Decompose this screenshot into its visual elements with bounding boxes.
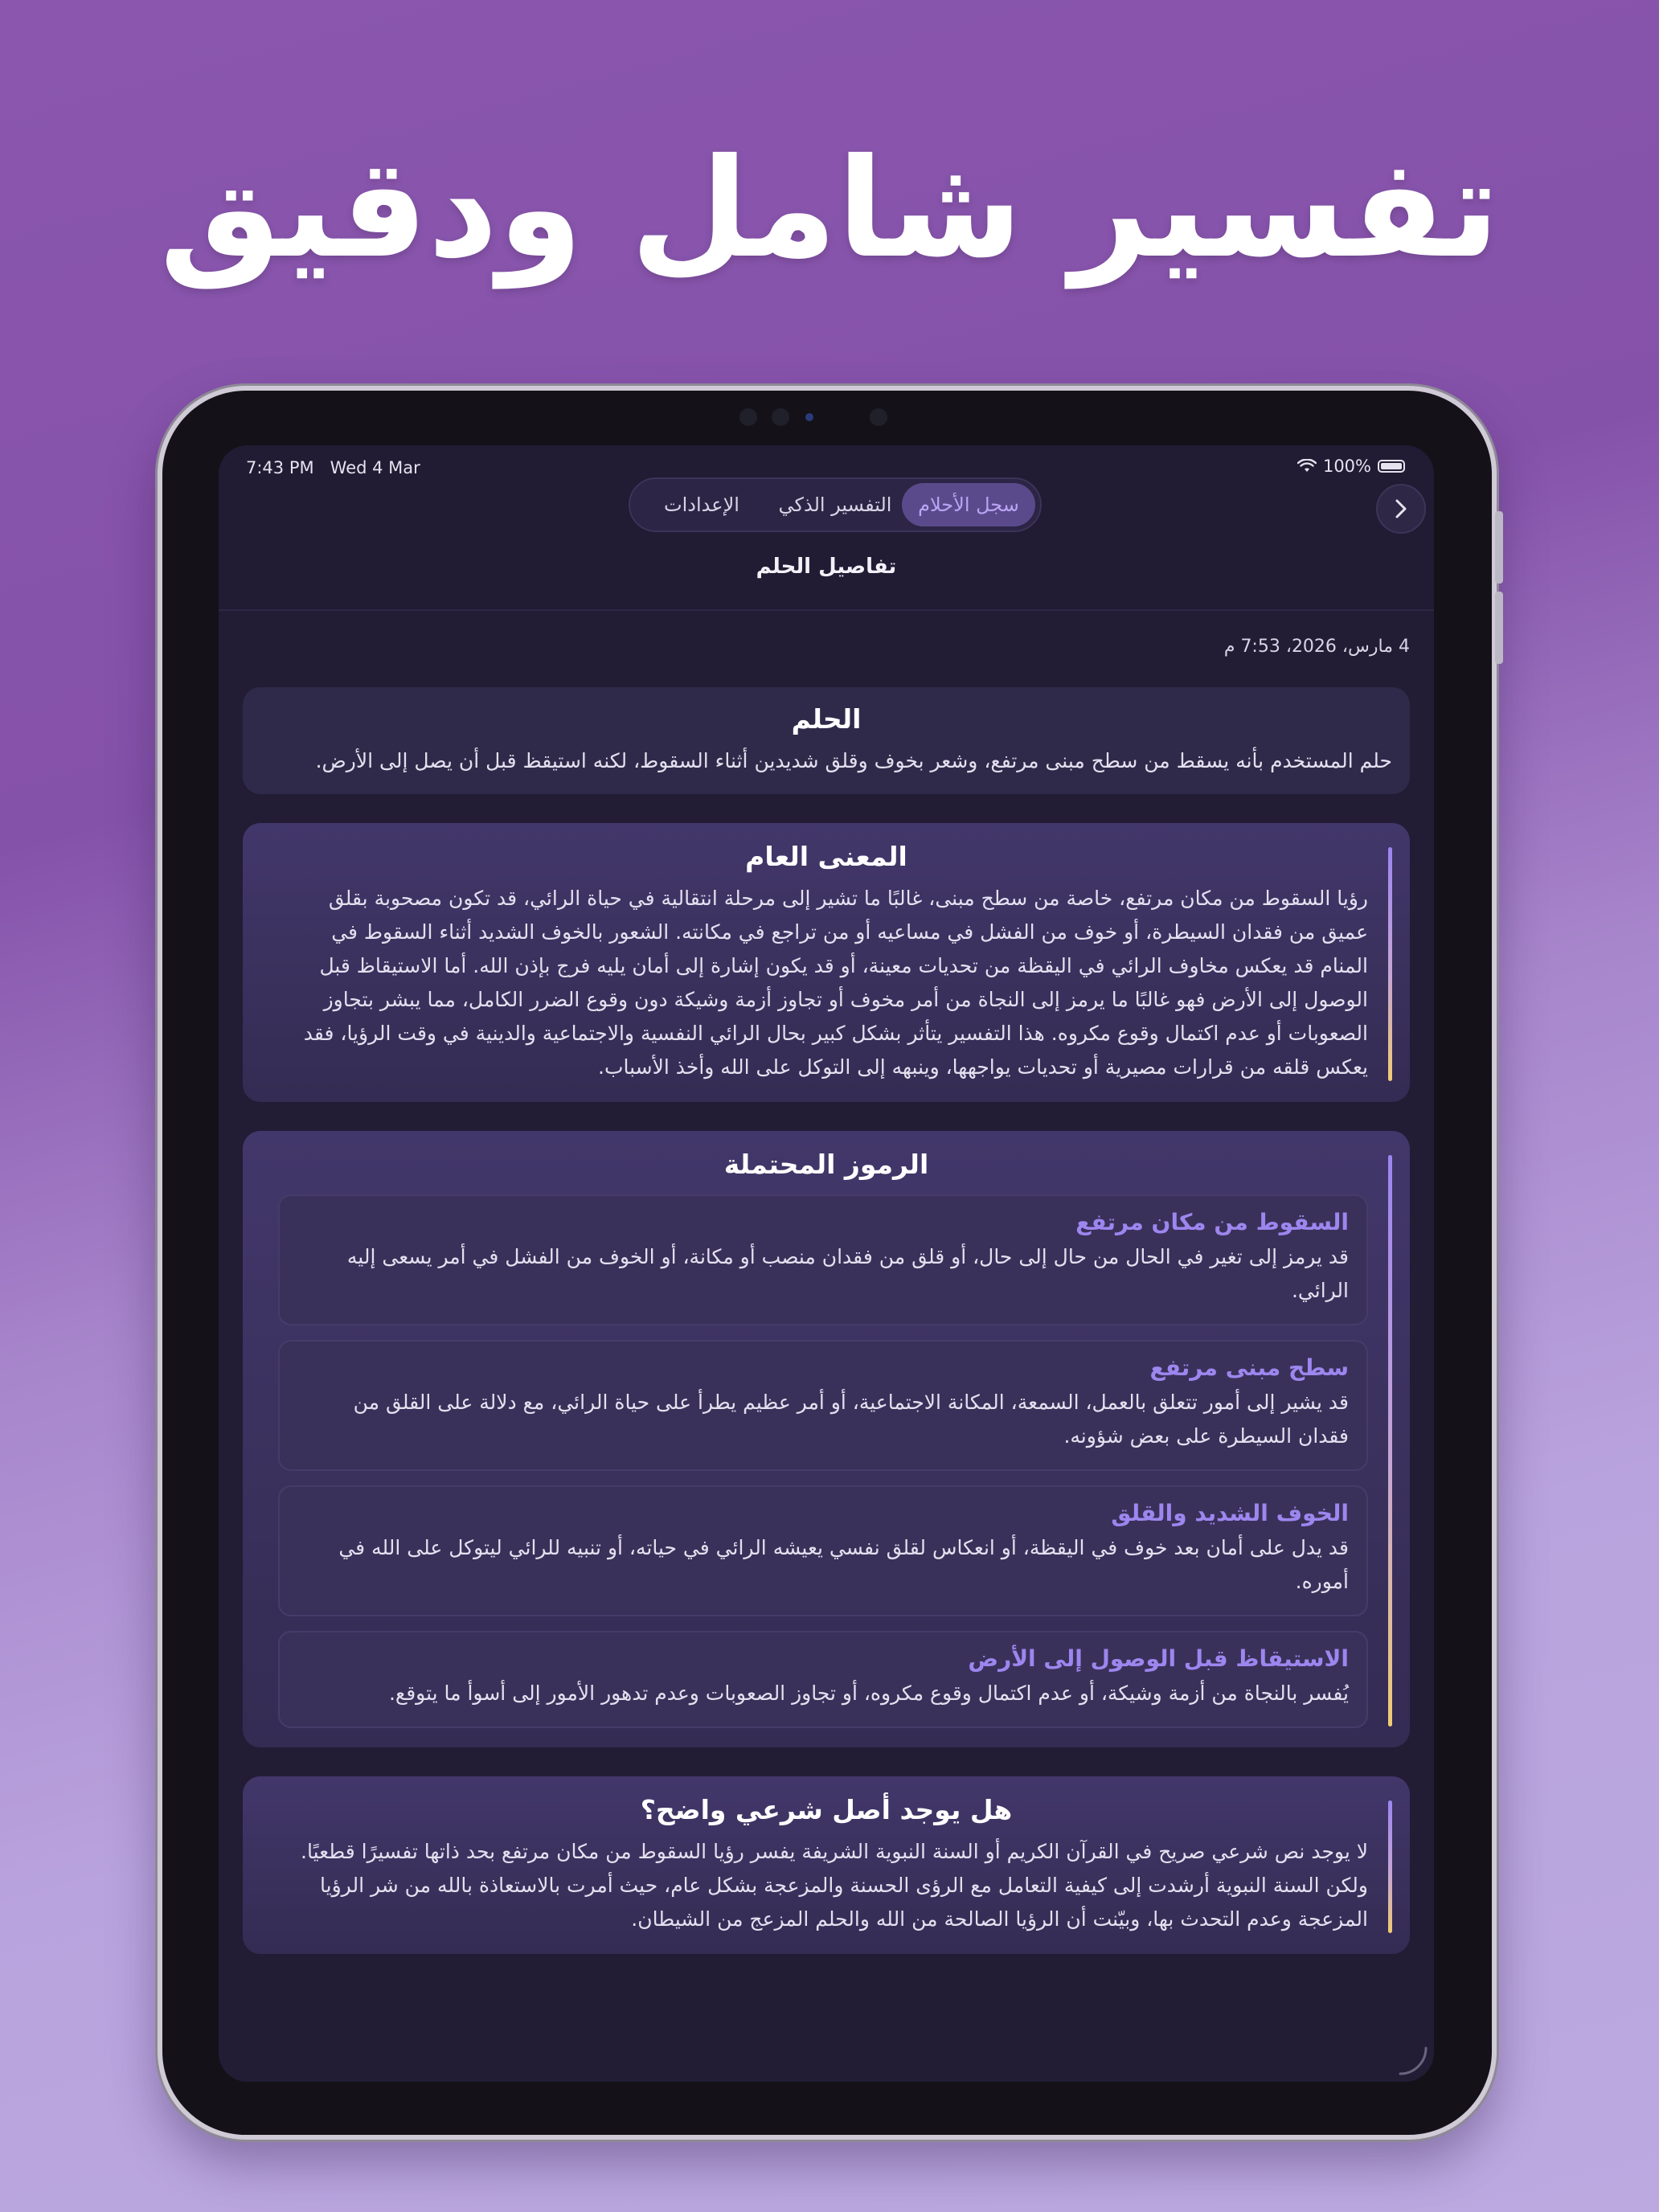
app-screen bbox=[219, 445, 1434, 2082]
symbol-title: الخوف الشديد والقلق bbox=[1111, 1500, 1349, 1526]
general-meaning-title: المعنى العام bbox=[745, 841, 907, 872]
sensor-dot bbox=[805, 413, 813, 421]
back-button[interactable] bbox=[1376, 484, 1426, 534]
symbol-item bbox=[278, 1631, 1368, 1728]
accent-bar bbox=[1388, 1155, 1392, 1727]
symbol-text: قد يشير إلى أمور تتعلق بالعمل، السمعة، المكانة الاجتماعية، أو أمر عظيم يطرأ على حياة الرائي، مع دلالة على القلق من فقدان السيطرة على بعض شؤونه. bbox=[353, 1391, 1349, 1448]
symbol-item bbox=[278, 1194, 1368, 1325]
symbols-title: الرموز المحتملة bbox=[723, 1149, 929, 1180]
dream-card-text: حلم المستخدم بأنه يسقط من سطح مبنى مرتفع، وشعر بخوف وقلق شديدين أثناء السقوط، لكنه استيقظ قبل أن يصل إلى الأرض. bbox=[315, 749, 1392, 772]
tab-settings[interactable]: الإعدادات bbox=[664, 494, 739, 516]
tab-switcher bbox=[629, 477, 1042, 532]
sharia-card bbox=[243, 1776, 1410, 1954]
sharia-text: لا يوجد نص شرعي صريح في القرآن الكريم أو السنة النبوية الشريفة يفسر رؤيا السقوط من مكان مرتفع بحد ذاتها تفسيرًا قطعيًا. ولكن السنة النبوية أرشدت إلى كيفية التعامل مع الرؤى الحسنة والمزعجة بشكل عام، حيث أمرت بالاستعاذة بالله من شر الرؤيا المزعجة وعدم التحدث بها، وبيّنت أن الرؤيا الصالحة من الله والحلم المزعج من الشيطان. bbox=[301, 1840, 1368, 1931]
camera-lens bbox=[772, 408, 789, 426]
sharia-title: هل يوجد أصل شرعي واضح؟ bbox=[640, 1794, 1013, 1825]
status-right bbox=[1297, 457, 1405, 476]
symbol-item bbox=[278, 1485, 1368, 1616]
chevron-right-icon bbox=[1393, 498, 1409, 520]
volume-down-button bbox=[1495, 592, 1503, 664]
symbol-item bbox=[278, 1340, 1368, 1471]
top-bar bbox=[219, 445, 1434, 611]
tab-dream-log[interactable]: سجل الأحلام bbox=[902, 483, 1035, 526]
symbol-text: يُفسر بالنجاة من أزمة وشيكة، أو عدم اكتمال وقوع مكروه، أو تجاوز الصعوبات وعدم تدهور الأمور إلى أسوأ ما يتوقع. bbox=[388, 1682, 1349, 1705]
page-title: تفاصيل الحلم bbox=[756, 555, 897, 579]
symbol-title: الاستيقاظ قبل الوصول إلى الأرض bbox=[968, 1645, 1349, 1672]
dream-card bbox=[243, 687, 1410, 794]
general-meaning-card bbox=[243, 823, 1410, 1102]
dream-card-title: الحلم bbox=[791, 703, 862, 735]
status-time: 7:43 PM Wed 4 Mar bbox=[246, 458, 420, 477]
battery-percent: 100% bbox=[1322, 457, 1371, 476]
scroll-corner-indicator bbox=[1397, 2045, 1429, 2077]
accent-bar bbox=[1388, 847, 1392, 1081]
tab-ai-interpretation[interactable]: التفسير الذكي bbox=[778, 494, 892, 516]
symbol-text: قد يرمز إلى تغير في الحال من حال إلى حال، أو قلق من فقدان منصب أو مكانة، أو الخوف من الفشل في أمر يسعى إليه الرائي. bbox=[346, 1245, 1349, 1302]
wifi-icon bbox=[1297, 459, 1317, 473]
ipad-frame bbox=[158, 386, 1497, 2140]
symbol-text: قد يدل على أمان بعد خوف في اليقظة، أو انعكاس لقلق نفسي يعيشه الرائي في حياته، أو تنبيه للرائي ليتوكل على الله في أموره. bbox=[338, 1536, 1349, 1593]
promo-headline: تفسير شامل ودقيق bbox=[159, 129, 1500, 289]
dream-details-content bbox=[219, 609, 1434, 2082]
general-meaning-text: رؤيا السقوط من مكان مرتفع، خاصة من سطح مبنى، غالبًا ما تشير إلى مرحلة انتقالية في حياة الرائي، قد تكون مصحوبة بقلق عميق من فقدان السيطرة، أو خوف من الفشل في مساعيه أو من تراجع في مكانته. الشعور بالخوف الشديد أثناء السقوط في المنام قد يعكس مخاوف الرائي في اليقظة من تحديات معينة، أو قد يكون إشارة إلى أمان يليه فرج بإذن الله. أما الاستيقاظ قبل الوصول إلى الأرض فهو غالبًا ما يرمز إلى النجاة من أمر مخوف أو تجاوز أزمة وشيكة دون وقوع الضرر الكامل، مما يبشر بتجاوز الصعوبات أو عدم اكتمال وقوع مكروه. هذا التفسير يتأثر بشكل كبير بحال الرائي النفسية والاجتماعية والدينية في وقت الرؤيا، فقد يعكس قلقه من قرارات مصيرية أو تحديات يواجهها، وينبهه إلى التوكل على الله وأخذ الأسباب. bbox=[303, 887, 1368, 1079]
battery-icon bbox=[1378, 460, 1405, 473]
volume-up-button bbox=[1495, 511, 1503, 584]
camera-dot bbox=[870, 408, 887, 426]
accent-bar bbox=[1388, 1800, 1392, 1933]
symbol-title: سطح مبنى مرتفع bbox=[1149, 1354, 1349, 1381]
camera-dot bbox=[739, 408, 757, 426]
dream-timestamp: 4 مارس، 2026، 7:53 م bbox=[1223, 637, 1410, 657]
symbols-card bbox=[243, 1131, 1410, 1747]
symbol-title: السقوط من مكان مرتفع bbox=[1075, 1209, 1349, 1235]
